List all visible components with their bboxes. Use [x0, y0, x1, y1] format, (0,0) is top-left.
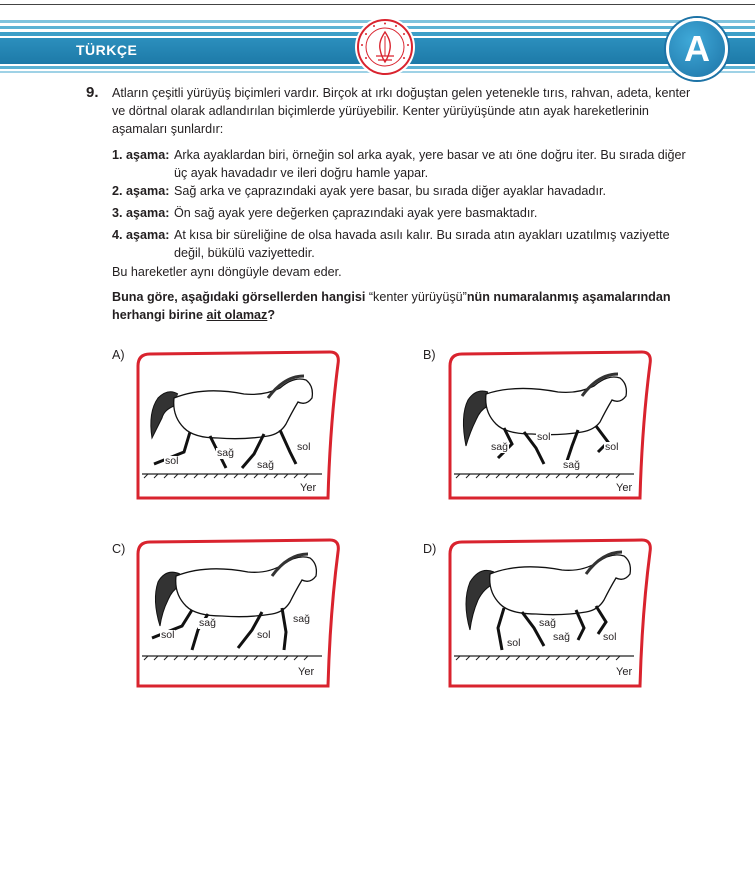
leg-label: sağ: [217, 447, 234, 459]
leg-label: sol: [603, 631, 617, 643]
prompt-emphasis: ait olamaz: [206, 308, 268, 322]
horse-illustration: [134, 346, 344, 501]
leg-label: sol: [257, 629, 271, 641]
step-label: 4. aşama:: [112, 228, 170, 242]
option-letter[interactable]: A): [112, 348, 125, 362]
option-a-image[interactable]: [134, 346, 344, 501]
leg-label: sol: [161, 629, 175, 641]
option-letter[interactable]: C): [112, 542, 126, 556]
leg-label: sağ: [199, 617, 216, 629]
leg-label: sol: [297, 441, 311, 453]
option-c-image[interactable]: [134, 534, 344, 689]
ministry-seal-icon: [354, 16, 416, 78]
ground-label: Yer: [616, 482, 633, 494]
option-d-image[interactable]: [446, 534, 656, 689]
leg-label: sol: [605, 441, 619, 453]
leg-label: sağ: [563, 459, 580, 471]
ground-label: Yer: [300, 482, 317, 494]
horse-illustration: [446, 346, 656, 501]
prompt-quote: “kenter yürüyüşü”: [365, 290, 467, 304]
prompt-part: Buna göre, aşağıdaki görsellerden hangisi: [112, 290, 366, 304]
step-label: 3. aşama:: [112, 206, 170, 220]
step-text: At kısa bir süreliğine de olsa havada asılı kalır. Bu sırada atın ayakları uzatılmış vaziyette değil, bükülü vaziyettedir.: [174, 228, 670, 260]
cycle-note: Bu hareketler aynı döngüyle devam eder.: [112, 265, 342, 279]
subject-title: TÜRKÇE: [76, 42, 138, 58]
option-letter[interactable]: D): [423, 542, 437, 556]
leg-label: sağ: [293, 613, 310, 625]
option-b-image[interactable]: [446, 346, 656, 501]
booklet-badge: A: [666, 18, 728, 80]
leg-label: sol: [507, 637, 521, 649]
option-letter[interactable]: B): [423, 348, 436, 362]
question-number: 9.: [86, 84, 99, 101]
leg-label: sağ: [539, 617, 556, 629]
leg-label: sol: [165, 455, 179, 467]
question-prompt: [112, 288, 702, 324]
step-text: Arka ayaklardan biri, örneğin sol arka ayak, yere basar ve atı öne doğru iter. Bu sırada diğer üç ayak havadadır ve ileri doğru hamle yapar.: [174, 148, 686, 180]
prompt-end: ?: [267, 308, 276, 322]
prompt-part: nün numaralanmış aşamalarından herhangi birine: [112, 290, 671, 322]
leg-label: sağ: [257, 459, 274, 471]
step-text: Ön sağ ayak yere değerken çaprazındaki ayak yere basmaktadır.: [174, 206, 538, 220]
leg-label: sol: [537, 431, 551, 443]
step-label: 2. aşama:: [112, 184, 170, 198]
leg-label: sağ: [553, 631, 570, 643]
step-label: 1. aşama:: [112, 148, 170, 162]
question-stem: Atların çeşitli yürüyüş biçimleri vardır. Birçok at ırkı doğuştan gelen yetenekle tırıs, rahvan, adeta, kenter ve dörtnal olarak adlandırılan biçimlerde yürüyebilir. Kenter yürüyüşünde atın ayak hareketlerinin aşamaları şunlardır:: [112, 86, 691, 136]
top-rule: [0, 4, 755, 5]
leg-label: sağ: [491, 441, 508, 453]
step-text: Sağ arka ve çaprazındaki ayak yere basar, bu sırada diğer ayaklar havadadır.: [174, 184, 606, 198]
ground-label: Yer: [298, 666, 315, 678]
ground-label: Yer: [616, 666, 633, 678]
